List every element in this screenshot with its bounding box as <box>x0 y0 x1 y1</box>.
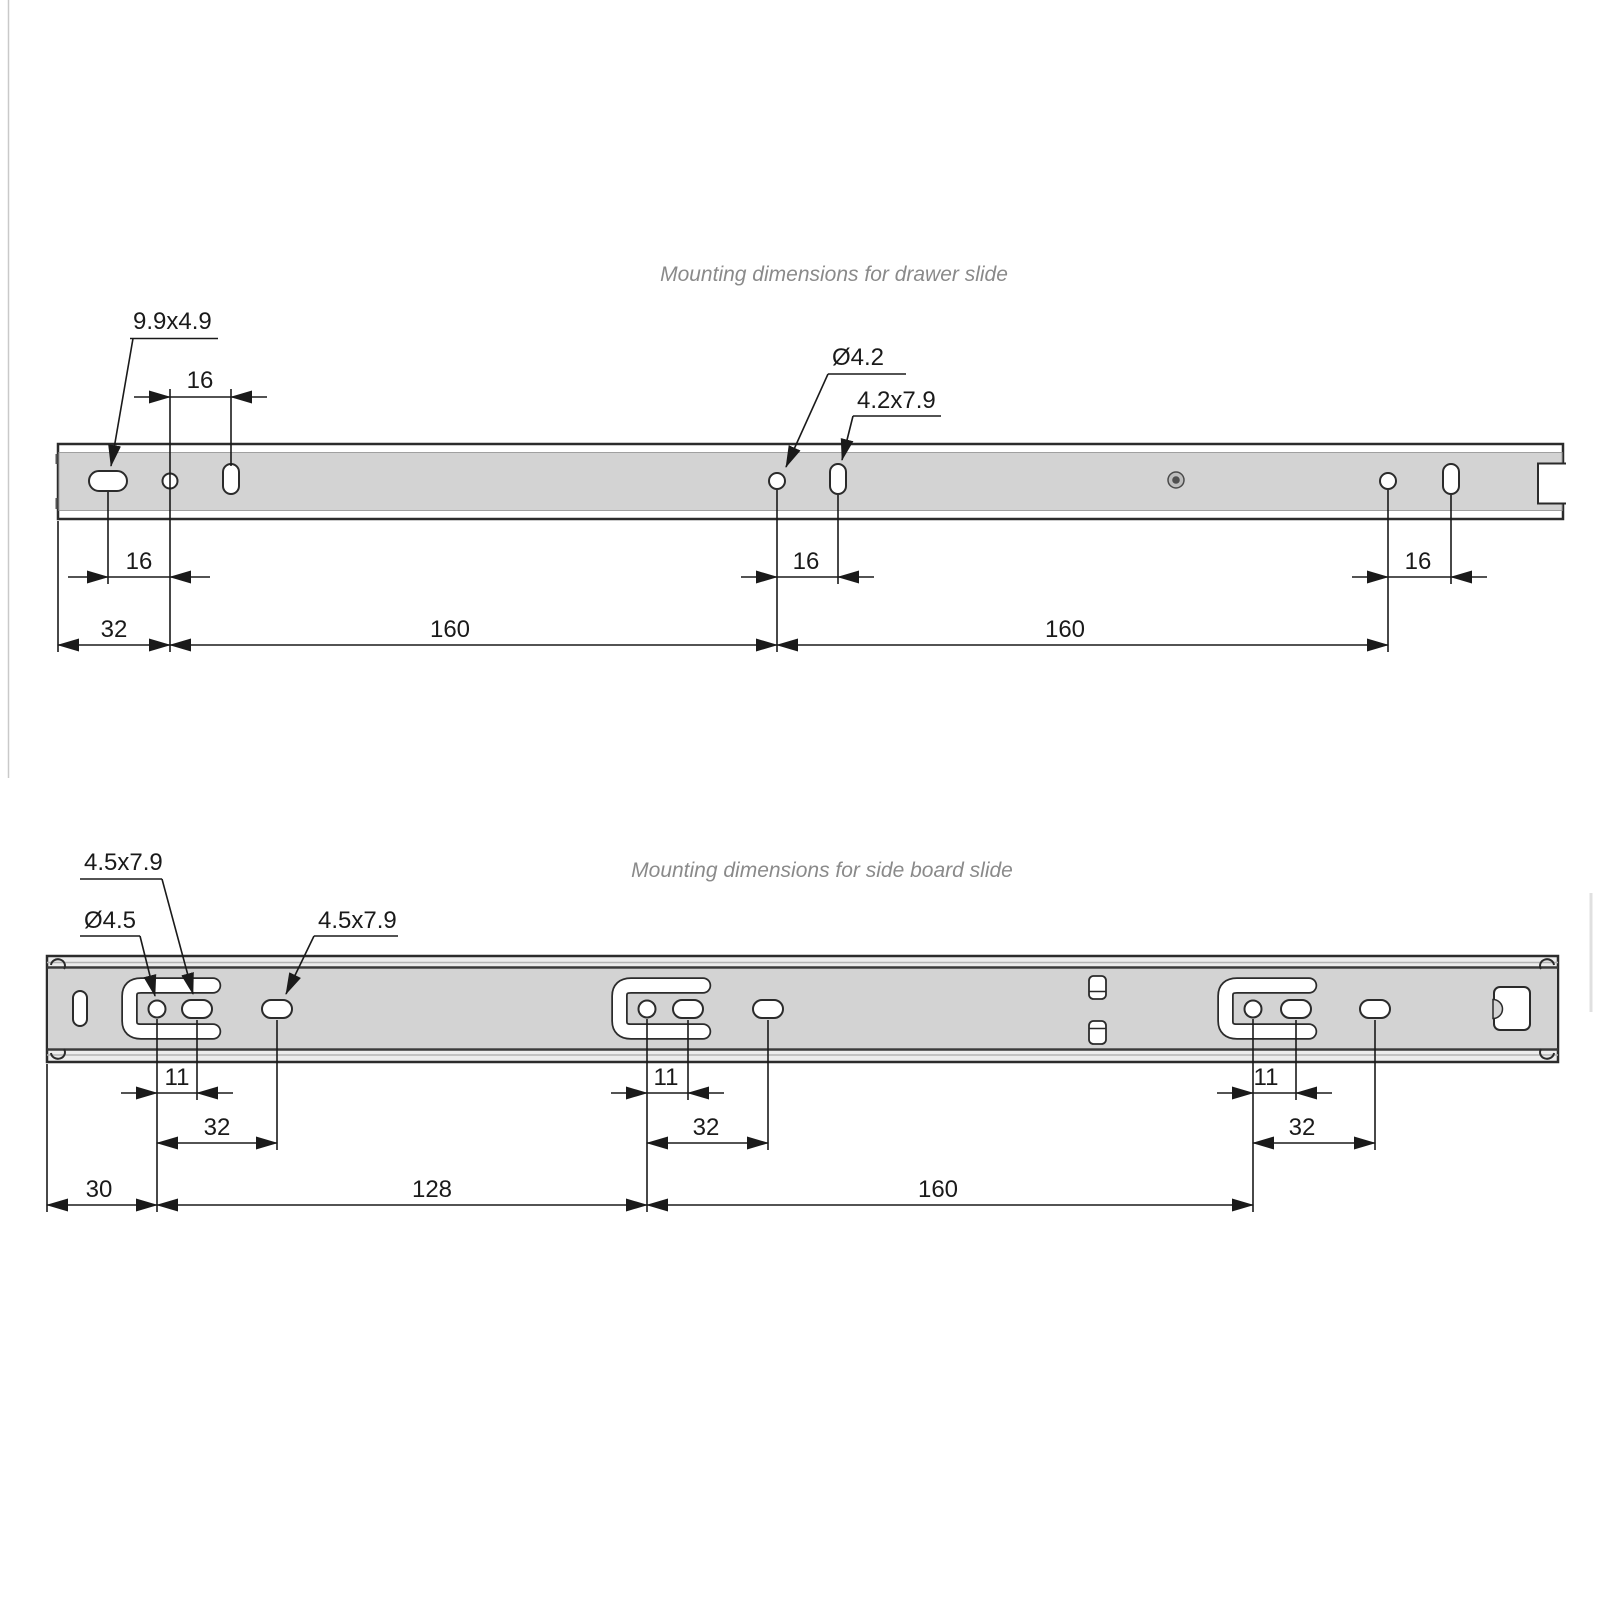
side-board-slide-title: Mounting dimensions for side board slide <box>631 859 1013 882</box>
side-board-slide-rail <box>47 956 1558 1062</box>
callout-hole-diameter-bottom: Ø4.5 <box>84 907 137 934</box>
side-slide-oval-1a <box>182 1000 212 1018</box>
dim-label-pitch-left: 16 <box>125 548 153 575</box>
dim-label-edge-offset-32: 32 <box>100 616 128 643</box>
dim-label-span-160: 160 <box>917 1176 959 1203</box>
dim-label-span-right-160: 160 <box>1044 616 1086 643</box>
drawer-slide-rivet <box>1168 472 1184 488</box>
drawer-slide-vslot-3 <box>1443 464 1459 494</box>
drawer-slide-vslot-1 <box>223 464 239 494</box>
side-slide-oval-2a <box>673 1000 703 1018</box>
side-slide-oval-2b <box>753 1000 783 1018</box>
dim-label-pitch-1: 11 <box>164 1064 190 1091</box>
side-slide-oval-3b <box>1360 1000 1390 1018</box>
dim-label-span-128: 128 <box>411 1176 453 1203</box>
dim-label-offset-3: 32 <box>1288 1114 1316 1141</box>
side-slide-oval-3a <box>1281 1000 1311 1018</box>
side-slide-oval-1b <box>262 1000 292 1018</box>
callout-vertical-slot-size: 4.2x7.9 <box>857 387 936 414</box>
drawer-slide-hole-3 <box>1380 473 1396 489</box>
dim-label-pitch-top: 16 <box>186 367 214 394</box>
callout-hole-diameter-top: Ø4.2 <box>832 344 885 371</box>
drawer-slide-front-slot <box>89 471 127 491</box>
dim-label-offset-2: 32 <box>692 1114 720 1141</box>
dim-label-pitch-right: 16 <box>1404 548 1432 575</box>
drawer-slide-hole-2 <box>769 473 785 489</box>
drawer-slide-dimensions <box>58 389 1487 652</box>
side-slide-hole-3 <box>1245 1001 1262 1018</box>
dim-label-pitch-2: 11 <box>653 1064 679 1091</box>
side-slide-hole-2 <box>639 1001 656 1018</box>
dim-label-pitch-mid: 16 <box>792 548 820 575</box>
dim-label-edge-offset-30: 30 <box>85 1176 113 1203</box>
callout-slot-2-size: 4.5x7.9 <box>318 907 397 934</box>
side-slide-right-notch <box>1493 987 1530 1030</box>
dim-label-offset-1: 32 <box>203 1114 231 1141</box>
side-slide-hole-1 <box>149 1001 166 1018</box>
drawer-slide-vslot-2 <box>830 464 846 494</box>
dim-label-pitch-3: 11 <box>1253 1064 1279 1091</box>
dim-label-span-left-160: 160 <box>429 616 471 643</box>
drawer-slide-title: Mounting dimensions for drawer slide <box>660 263 1008 286</box>
side-slide-left-slot <box>73 991 87 1026</box>
callout-slot-1-size: 4.5x7.9 <box>84 849 163 876</box>
callout-front-slot-size: 9.9x4.9 <box>133 308 212 335</box>
drawer-slide-rail <box>57 444 1567 519</box>
